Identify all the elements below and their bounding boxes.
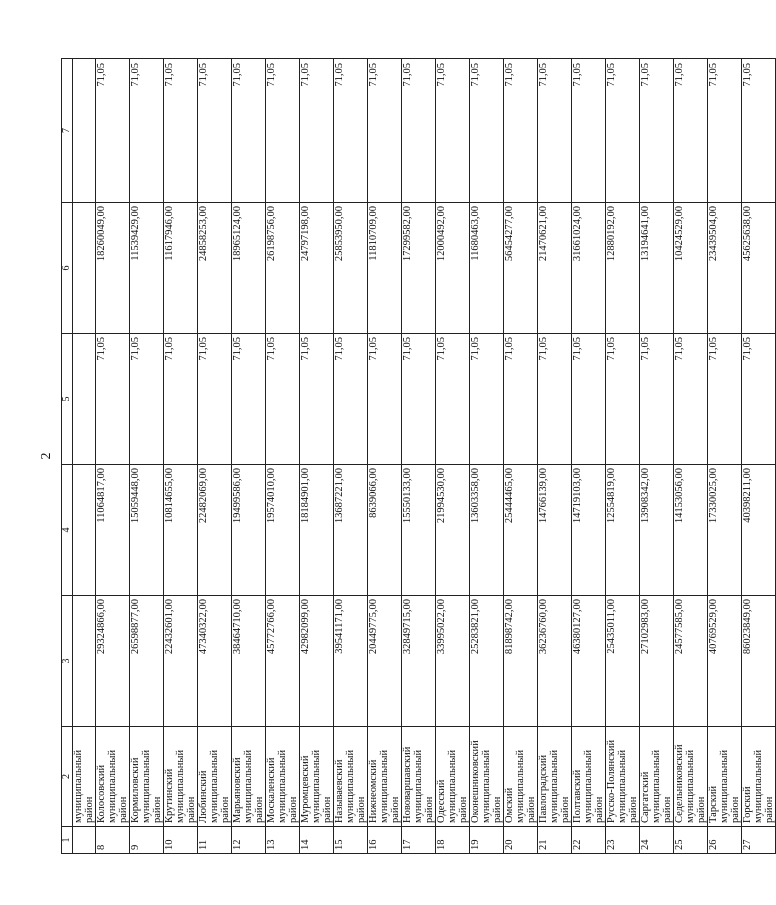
column-3-value: 22432601,00 [164, 596, 198, 727]
column-5-value: 71,05 [266, 334, 300, 465]
district-name-cell: Оконешниковский муниципальный район [470, 727, 504, 827]
header-cell: 3 [62, 596, 73, 727]
table-row [436, 59, 470, 854]
row-number-cell: 15 [334, 827, 368, 854]
district-name-cell: Нижнеомский муниципальный район [368, 727, 402, 827]
row-number-cell: 18 [436, 827, 470, 854]
column-4-value: 25444465,00 [504, 465, 538, 596]
header-cell: 7 [62, 59, 73, 203]
column-7-value: 71,05 [368, 59, 402, 203]
column-4-value: 15550133,00 [402, 465, 436, 596]
column-6-value: 12880192,00 [606, 203, 640, 334]
column-4-value: 40398211,00 [742, 465, 776, 596]
district-name-cell: Горский муниципальный район [742, 727, 776, 827]
column-6-value: 24797198,00 [300, 203, 334, 334]
carry-over-text: муниципальный район [73, 727, 96, 827]
column-3-value: 27102983,00 [640, 596, 674, 727]
carry-over-row [73, 59, 96, 854]
column-6-value: 12000492,00 [436, 203, 470, 334]
column-4-value: 14766139,00 [538, 465, 572, 596]
column-7-value: 71,05 [300, 59, 334, 203]
table-row [504, 59, 538, 854]
district-name-cell: Нововаршавский муниципальный район [402, 727, 436, 827]
table-row [266, 59, 300, 854]
cell-empty [73, 59, 96, 203]
row-number-cell: 25 [674, 827, 708, 854]
column-4-value: 13687221,00 [334, 465, 368, 596]
column-3-value: 40769529,00 [708, 596, 742, 727]
column-7-value: 71,05 [674, 59, 708, 203]
column-5-value: 71,05 [708, 334, 742, 465]
table-row [232, 59, 266, 854]
column-6-value: 11810709,00 [368, 203, 402, 334]
row-number-cell: 12 [232, 827, 266, 854]
column-7-value: 71,05 [470, 59, 504, 203]
column-5-value: 71,05 [674, 334, 708, 465]
column-3-value: 36236760,00 [538, 596, 572, 727]
district-name-cell: Называевский муниципальный район [334, 727, 368, 827]
column-7-value: 71,05 [708, 59, 742, 203]
column-4-value: 12554819,00 [606, 465, 640, 596]
row-number-cell: 22 [572, 827, 606, 854]
column-4-value: 15059448,00 [130, 465, 164, 596]
header-cell: 1 [62, 827, 73, 854]
column-5-value: 71,05 [640, 334, 674, 465]
row-number-cell: 10 [164, 827, 198, 854]
column-7-value: 71,05 [538, 59, 572, 203]
column-3-value: 32849715,00 [402, 596, 436, 727]
column-6-value: 18965124,00 [232, 203, 266, 334]
column-7-value: 71,05 [266, 59, 300, 203]
column-5-value: 71,05 [606, 334, 640, 465]
column-4-value: 14153056,00 [674, 465, 708, 596]
cell-empty [73, 334, 96, 465]
table-row [198, 59, 232, 854]
row-number-cell: 26 [708, 827, 742, 854]
table-row [164, 59, 198, 854]
column-3-value: 47340322,00 [198, 596, 232, 727]
district-name-cell: Павлоградский муниципальный район [538, 727, 572, 827]
column-6-value: 17299582,00 [402, 203, 436, 334]
column-5-value: 71,05 [538, 334, 572, 465]
column-7-value: 71,05 [402, 59, 436, 203]
row-number-cell: 17 [402, 827, 436, 854]
column-4-value: 21994530,00 [436, 465, 470, 596]
table-row [368, 59, 402, 854]
column-5-value: 71,05 [198, 334, 232, 465]
row-number-cell: 9 [130, 827, 164, 854]
column-3-value: 86023849,00 [742, 596, 776, 727]
column-6-value: 13194641,00 [640, 203, 674, 334]
data-table [61, 58, 776, 854]
column-5-value: 71,05 [232, 334, 266, 465]
table-row [334, 59, 368, 854]
column-6-value: 26198756,00 [266, 203, 300, 334]
column-3-value: 29324866,00 [96, 596, 130, 727]
rotated-table [61, 59, 775, 854]
district-name-cell: Крутинский муниципальный район [164, 727, 198, 827]
table-row [470, 59, 504, 854]
page-number: 2 [39, 452, 54, 460]
table-row [402, 59, 436, 854]
column-7-value: 71,05 [504, 59, 538, 203]
district-name-cell: Любинский муниципальный район [198, 727, 232, 827]
column-5-value: 71,05 [504, 334, 538, 465]
column-4-value: 8639066,00 [368, 465, 402, 596]
column-4-value: 19499586,00 [232, 465, 266, 596]
column-6-value: 21470621,00 [538, 203, 572, 334]
row-number-cell: 14 [300, 827, 334, 854]
column-7-value: 71,05 [606, 59, 640, 203]
column-3-value: 45772766,00 [266, 596, 300, 727]
column-4-value: 13603358,00 [470, 465, 504, 596]
column-3-value: 39541171,00 [334, 596, 368, 727]
row-number-cell: 21 [538, 827, 572, 854]
row-number-cell: 13 [266, 827, 300, 854]
column-3-value: 24577585,00 [674, 596, 708, 727]
district-name-cell: Москаленский муниципальный район [266, 727, 300, 827]
district-name-cell: Кормиловский муниципальный район [130, 727, 164, 827]
district-name-cell: Седельниковский муниципальный район [674, 727, 708, 827]
table-row [606, 59, 640, 854]
district-name-cell: Полтавский муниципальный район [572, 727, 606, 827]
district-name-cell: Одесский муниципальный район [436, 727, 470, 827]
header-cell: 2 [62, 727, 73, 827]
column-3-value: 38464710,00 [232, 596, 266, 727]
table-row [640, 59, 674, 854]
column-7-value: 71,05 [334, 59, 368, 203]
table-row [96, 59, 130, 854]
column-3-value: 42982099,00 [300, 596, 334, 727]
column-5-value: 71,05 [96, 334, 130, 465]
column-7-value: 71,05 [572, 59, 606, 203]
row-number-cell: 19 [470, 827, 504, 854]
table-row [674, 59, 708, 854]
column-4-value: 14719103,00 [572, 465, 606, 596]
district-name-cell: Муромцевский муниципальный район [300, 727, 334, 827]
table-row [742, 59, 776, 854]
district-name-cell: Русско-Полянский муниципальный район [606, 727, 640, 827]
row-number-cell: 8 [96, 827, 130, 854]
header-cell: 4 [62, 465, 73, 596]
column-7-value: 71,05 [164, 59, 198, 203]
column-5-value: 71,05 [130, 334, 164, 465]
column-5-value: 71,05 [470, 334, 504, 465]
column-3-value: 46380127,00 [572, 596, 606, 727]
column-4-value: 17330025,00 [708, 465, 742, 596]
column-4-value: 22482069,00 [198, 465, 232, 596]
column-6-value: 10424529,00 [674, 203, 708, 334]
column-3-value: 20449775,00 [368, 596, 402, 727]
column-6-value: 11617946,00 [164, 203, 198, 334]
column-5-value: 71,05 [572, 334, 606, 465]
header-cell: 6 [62, 203, 73, 334]
column-5-value: 71,05 [164, 334, 198, 465]
cell-empty [73, 203, 96, 334]
column-6-value: 25853950,00 [334, 203, 368, 334]
column-3-value: 81898742,00 [504, 596, 538, 727]
column-7-value: 71,05 [198, 59, 232, 203]
column-4-value: 19574010,00 [266, 465, 300, 596]
row-number-cell: 16 [368, 827, 402, 854]
table-row [572, 59, 606, 854]
table-row [130, 59, 164, 854]
column-5-value: 71,05 [436, 334, 470, 465]
column-7-value: 71,05 [640, 59, 674, 203]
column-3-value: 25435011,00 [606, 596, 640, 727]
district-name-cell: Саргатский муниципальный район [640, 727, 674, 827]
column-3-value: 25283821,00 [470, 596, 504, 727]
table-row [538, 59, 572, 854]
column-7-value: 71,05 [96, 59, 130, 203]
district-name-cell: Омский муниципальный район [504, 727, 538, 827]
column-5-value: 71,05 [300, 334, 334, 465]
cell-empty [73, 465, 96, 596]
column-7-value: 71,05 [742, 59, 776, 203]
column-6-value: 56454277,00 [504, 203, 538, 334]
column-4-value: 11064817,00 [96, 465, 130, 596]
column-7-value: 71,05 [436, 59, 470, 203]
column-5-value: 71,05 [368, 334, 402, 465]
row-number-cell: 24 [640, 827, 674, 854]
header-cell: 5 [62, 334, 73, 465]
table-row [708, 59, 742, 854]
column-6-value: 24858253,00 [198, 203, 232, 334]
row-number-cell: 23 [606, 827, 640, 854]
column-6-value: 23439504,00 [708, 203, 742, 334]
row-number-cell: 27 [742, 827, 776, 854]
district-name-cell: Марьяновский муниципальный район [232, 727, 266, 827]
header-row [62, 59, 73, 854]
column-4-value: 18184901,00 [300, 465, 334, 596]
row-number-cell: 20 [504, 827, 538, 854]
row-number-cell: 11 [198, 827, 232, 854]
column-4-value: 10814655,00 [164, 465, 198, 596]
column-7-value: 71,05 [130, 59, 164, 203]
cell-empty [73, 596, 96, 727]
rotated-table-frame [61, 59, 775, 854]
district-name-cell: Колосовский муниципальный район [96, 727, 130, 827]
column-6-value: 11680463,00 [470, 203, 504, 334]
column-6-value: 45625638,00 [742, 203, 776, 334]
column-6-value: 18260049,00 [96, 203, 130, 334]
column-6-value: 11539429,00 [130, 203, 164, 334]
column-7-value: 71,05 [232, 59, 266, 203]
cell-empty [73, 827, 96, 854]
column-3-value: 33995022,00 [436, 596, 470, 727]
column-3-value: 26598877,00 [130, 596, 164, 727]
column-5-value: 71,05 [402, 334, 436, 465]
column-5-value: 71,05 [742, 334, 776, 465]
column-5-value: 71,05 [334, 334, 368, 465]
table-row [300, 59, 334, 854]
district-name-cell: Тарский муниципальный район [708, 727, 742, 827]
column-6-value: 31661024,00 [572, 203, 606, 334]
column-4-value: 13908342,00 [640, 465, 674, 596]
